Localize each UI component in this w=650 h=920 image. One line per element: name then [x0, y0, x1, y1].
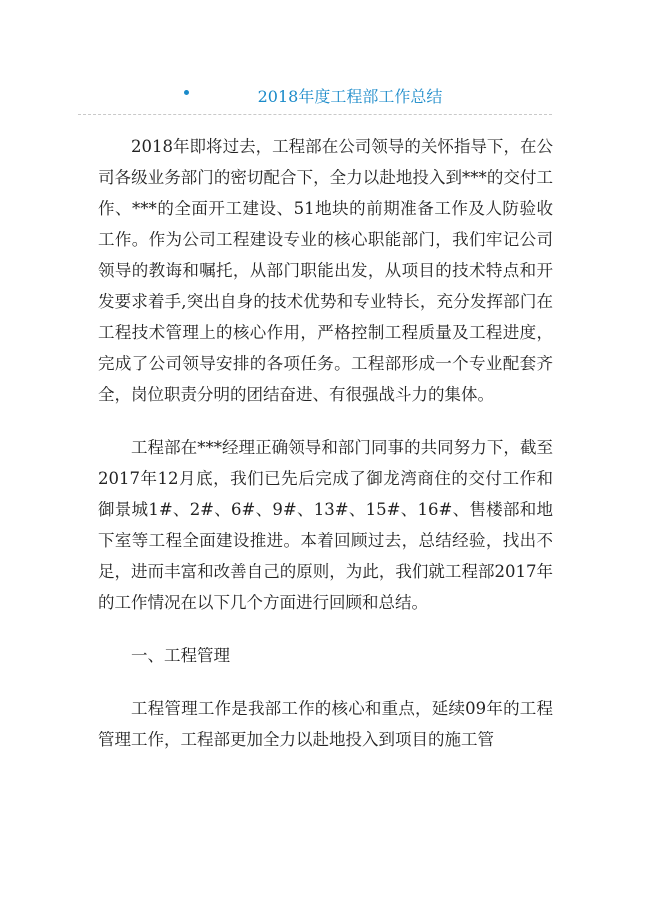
document-title: 2018年度工程部工作总结 [257, 87, 443, 106]
paragraph-summary: 工程部在***经理正确领导和部门同事的共同努力下，截至2017年12月底，我们已先后完成了御龙湾商住的交付工作和御景城1#、2#、6#、9#、13#、15#、16#、售楼部和地下室等工程全面建设推进。本着回顾过去，总结经验，找出不足，进而丰富和改善自己的原则，为此，我们就工程部2017年的工作情况在以下几个方面进行回顾和总结。 [98, 438, 553, 612]
paragraph-section: 工程管理工作是我部工作的核心和重点，延续09年的工程管理工作，工程部更加全力以赴地投入到项目的施工管 [98, 699, 553, 749]
title-row [78, 84, 552, 112]
title-divider [78, 114, 552, 115]
section-heading: 一、工程管理 [131, 646, 230, 665]
paragraph-intro: 2018年即将过去，工程部在公司领导的关怀指导下，在公司各级业务部门的密切配合下，全力以赴地投入到***的交付工作、***的全面开工建设、51地块的前期准备工作及人防验收工作。作为公司工程建设专业的核心职能部门，我们牢记公司领导的教诲和嘱托，从部门职能出发，从项目的技术特点和开发要求着手,突出自身的技术优势和专业特长，充分发挥部门在工程技术管理上的核心作用，严格控制工程质量及工程进度，完成了公司领导安排的各项任务。工程部形成一个专业配套齐全，岗位职责分明的团结奋进、有很强战斗力的集体。 [98, 137, 553, 404]
document-body [98, 131, 553, 755]
